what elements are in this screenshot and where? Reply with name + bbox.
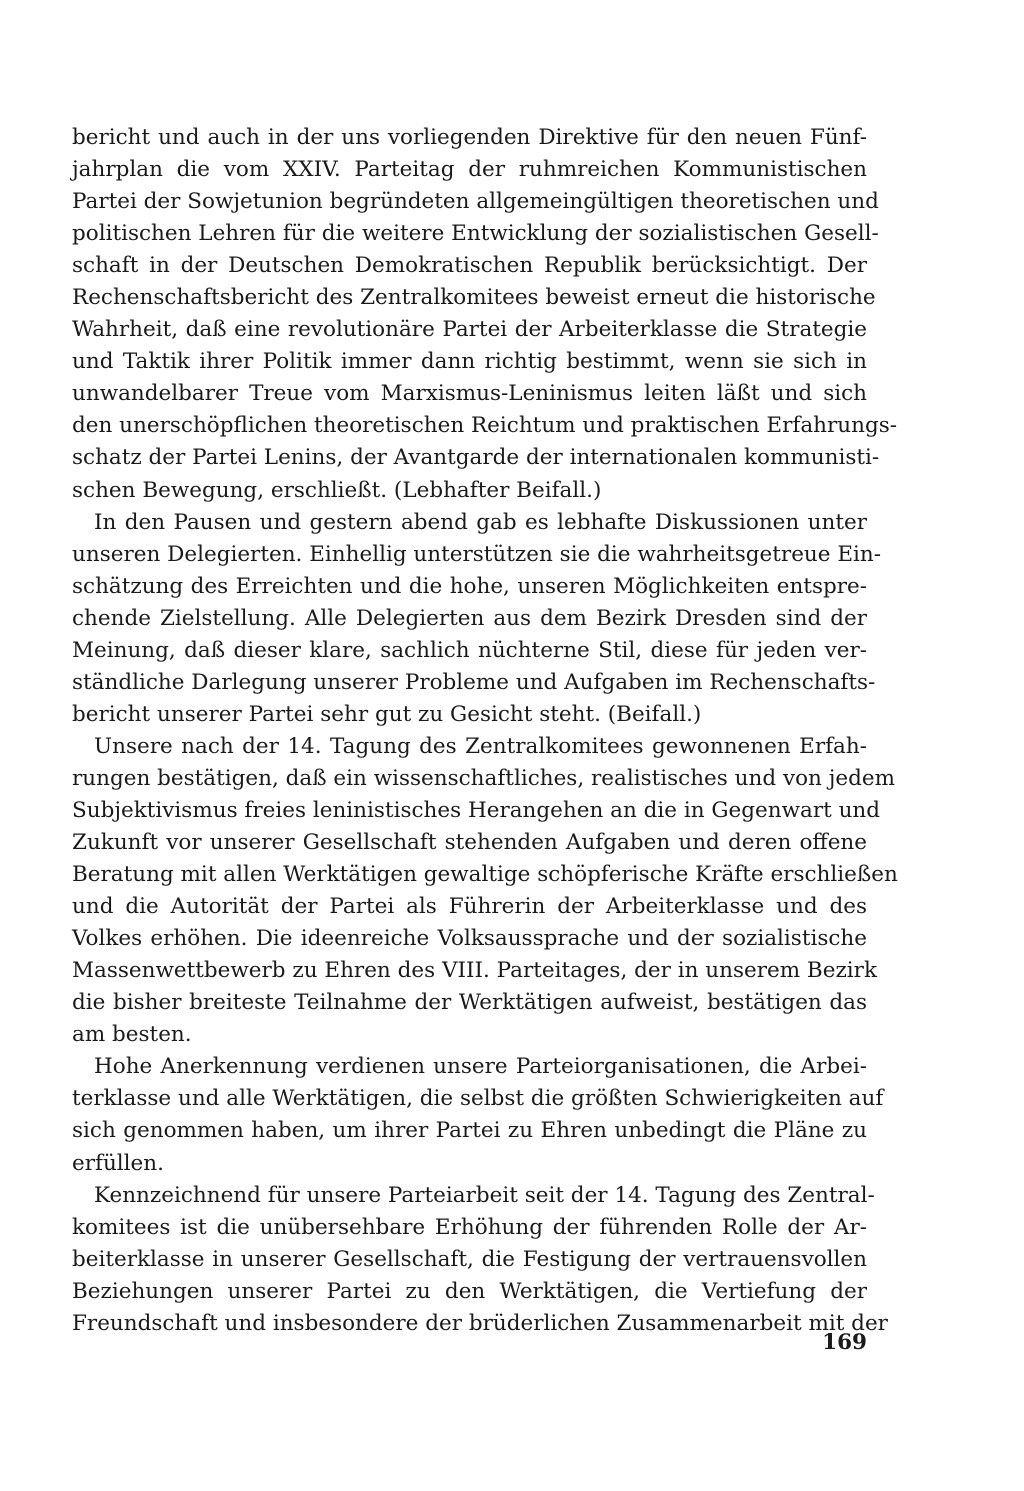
text-line: Beratung mit allen Werktätigen gewaltige schöpferische Kräfte erschließen xyxy=(72,862,898,888)
text-line: rungen bestätigen, daß ein wissenschaftliches, realistisches und von jedem xyxy=(72,765,895,791)
text-line: erfüllen. xyxy=(72,1150,164,1176)
text-line: Kennzeichnend für unsere Parteiarbeit seit der 14. Tagung des Zentral- xyxy=(94,1182,875,1208)
page-number: 169 xyxy=(822,1330,867,1355)
text-line: unwandelbarer Treue vom Marxismus-Leninismus leiten läßt und sich xyxy=(72,381,867,407)
text-line: Freundschaft und insbesondere der brüderlichen Zusammenarbeit mit der xyxy=(72,1310,888,1336)
paragraph xyxy=(72,1051,884,1179)
body-text xyxy=(72,122,898,1340)
text-line: sich genommen haben, um ihrer Partei zu Ehren unbedingt die Pläne zu xyxy=(72,1118,867,1144)
text-line: schen Bewegung, erschließt. (Lebhafter Beifall.) xyxy=(72,477,602,503)
text-line: In den Pausen und gestern abend gab es lebhafte Diskussionen unter xyxy=(94,509,867,535)
text-line: Beziehungen unserer Partei zu den Werktätigen, die Vertiefung der xyxy=(72,1278,867,1304)
text-line: Meinung, daß dieser klare, sachlich nüchterne Stil, diese für jeden ver- xyxy=(72,637,867,663)
text-line: bericht und auch in der uns vorliegenden Direktive für den neuen Fünf- xyxy=(72,125,867,150)
text-line: chende Zielstellung. Alle Delegierten aus dem Bezirk Dresden sind der xyxy=(72,605,867,631)
text-line: schaft in der Deutschen Demokratischen Republik berücksichtigt. Der xyxy=(72,253,867,279)
text-line: Hohe Anerkennung verdienen unsere Parteiorganisationen, die Arbei- xyxy=(94,1054,867,1080)
paragraph xyxy=(72,507,882,731)
text-line: Rechenschaftsbericht des Zentralkomitees beweist erneut die historische xyxy=(72,285,876,311)
text-line: unseren Delegierten. Einhellig unterstützen sie die wahrheitsgetreue Ein- xyxy=(72,541,882,567)
text-line: jahrplan die vom XXIV. Parteitag der ruhmreichen Kommunistischen xyxy=(72,157,867,183)
paragraph xyxy=(72,122,898,507)
text-line: politischen Lehren für die weitere Entwicklung der sozialistischen Gesell- xyxy=(72,221,879,247)
text-line: Wahrheit, daß eine revolutionäre Partei der Arbeiterklasse die Strategie xyxy=(72,317,867,343)
paragraph xyxy=(72,731,898,1051)
paragraph xyxy=(72,1180,888,1340)
text-line: schätzung des Erreichten und die hohe, unseren Möglichkeiten entspre- xyxy=(72,573,867,599)
text-line: Partei der Sowjetunion begründeten allgemeingültigen theoretischen und xyxy=(72,189,879,215)
text-line: komitees ist die unübersehbare Erhöhung der führenden Rolle der Ar- xyxy=(72,1214,867,1240)
text-line: beiterklasse in unserer Gesellschaft, die Festigung der vertrauensvollen xyxy=(72,1246,867,1272)
text-line: ständliche Darlegung unserer Probleme und Aufgaben im Rechenschafts- xyxy=(72,669,876,695)
text-line: am besten. xyxy=(72,1022,192,1048)
text-line: Zukunft vor unserer Gesellschaft stehenden Aufgaben und deren offene xyxy=(72,830,867,856)
text-line: Unsere nach der 14. Tagung des Zentralkomitees gewonnenen Erfah- xyxy=(94,733,867,759)
text-line: den unerschöpflichen theoretischen Reichtum und praktischen Erfahrungs- xyxy=(72,413,898,439)
text-line: Massenwettbewerb zu Ehren des VIII. Parteitages, der in unserem Bezirk xyxy=(72,958,877,984)
text-line: und die Autorität der Partei als Führerin der Arbeiterklasse und des xyxy=(72,894,867,920)
text-line: und Taktik ihrer Politik immer dann richtig bestimmt, wenn sie sich in xyxy=(72,349,867,375)
text-line: die bisher breiteste Teilnahme der Werktätigen aufweist, bestätigen das xyxy=(72,990,867,1016)
text-line: terklasse und alle Werktätigen, die selbst die größten Schwierigkeiten auf xyxy=(72,1086,884,1112)
text-line: Volkes erhöhen. Die ideenreiche Volksaussprache und der sozialistische xyxy=(72,926,867,952)
text-line: bericht unserer Partei sehr gut zu Gesicht steht. (Beifall.) xyxy=(72,701,702,727)
text-line: schatz der Partei Lenins, der Avantgarde der internationalen kommunisti- xyxy=(72,445,880,471)
text-line: Subjektivismus freies leninistisches Herangehen an die in Gegenwart und xyxy=(72,797,881,823)
